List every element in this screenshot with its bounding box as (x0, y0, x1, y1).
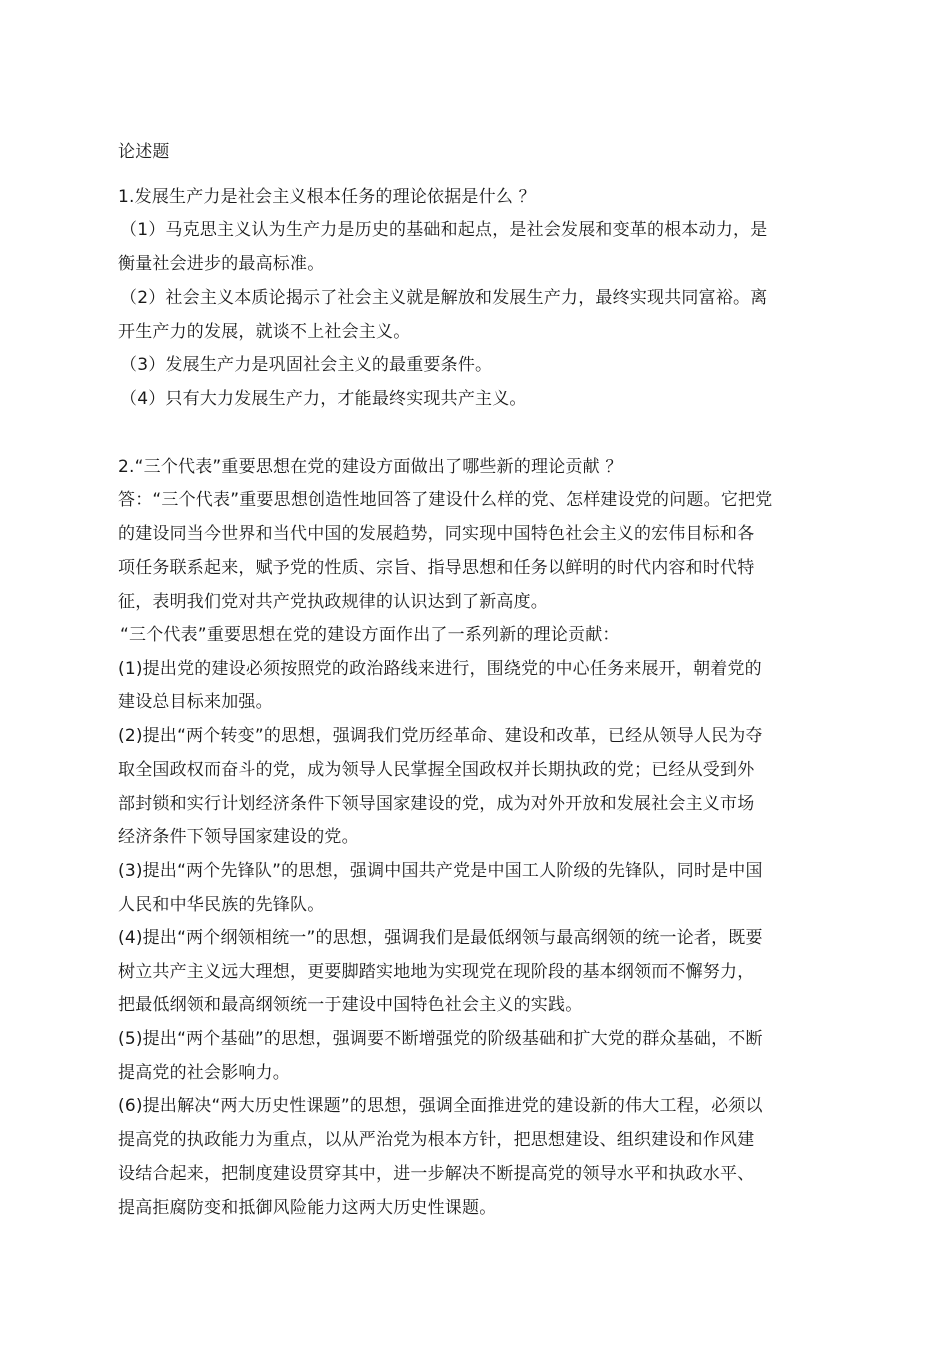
q2-answer-line-3: 项任务联系起来，赋予党的性质、宗旨、指导思想和任务以鲜明的时代内容和时代特 (118, 558, 755, 578)
q1-point-1-line-2: 衡量社会进步的最高标准。 (118, 254, 325, 274)
q2-item-2-line-1: (2)提出“两个转变”的思想，强调我们党历经革命、建设和改革，已经从领导人民为夺 (118, 726, 763, 746)
q2-item-6-line-3: 设结合起来，把制度建设贯穿其中，进一步解决不断提高党的领导水平和执政水平、 (118, 1164, 755, 1184)
q1-point-4: （4）只有大力发展生产力，才能最终实现共产主义。 (120, 389, 527, 409)
q2-answer-line-1: 答：“三个代表”重要思想创造性地回答了建设什么样的党、怎样建设党的问题。它把党 (118, 490, 773, 510)
q2-item-2-line-4: 经济条件下领导国家建设的党。 (118, 827, 359, 847)
q2-item-1-line-2: 建设总目标来加强。 (118, 692, 273, 712)
q2-intro: “三个代表”重要思想在党的建设方面作出了一系列新的理论贡献： (120, 625, 620, 645)
q2-item-5-line-1: (5)提出“两个基础”的思想，强调要不断增强党的阶级基础和扩大党的群众基础，不断 (118, 1029, 763, 1049)
q2-item-2-line-2: 取全国政权而奋斗的党，成为领导人民掌握全国政权并长期执政的党；已经从受到外 (118, 760, 755, 780)
q2-answer-line-2: 的建设同当今世界和当代中国的发展趋势，同实现中国特色社会主义的宏伟目标和各 (118, 524, 755, 544)
q2-item-4-line-1: (4)提出“两个纲领相统一”的思想，强调我们是最低纲领与最高纲领的统一论者，既要 (118, 928, 763, 948)
q2-item-5-line-2: 提高党的社会影响力。 (118, 1063, 290, 1083)
q2-item-4-line-2: 树立共产主义远大理想，更要脚踏实地地为实现党在现阶段的基本纲领而不懈努力， (118, 962, 755, 982)
q2-item-1-line-1: (1)提出党的建设必须按照党的政治路线来进行，围绕党的中心任务来展开，朝着党的 (118, 659, 762, 679)
q2-answer-line-4: 征，表明我们党对共产党执政规律的认识达到了新高度。 (118, 592, 548, 612)
question-2-title: 2.“三个代表”重要思想在党的建设方面做出了哪些新的理论贡献 ？ (118, 457, 623, 477)
section-heading: 论述题 (118, 142, 170, 162)
q1-point-3: （3）发展生产力是巩固社会主义的最重要条件。 (120, 355, 493, 375)
q1-point-2-line-2: 开生产力的发展，就谈不上社会主义。 (118, 322, 411, 342)
q2-item-2-line-3: 部封锁和实行计划经济条件下领导国家建设的党，成为对外开放和发展社会主义市场 (118, 794, 755, 814)
q2-item-3-line-2: 人民和中华民族的先锋队。 (118, 895, 325, 915)
q1-point-2-line-1: （2）社会主义本质论揭示了社会主义就是解放和发展生产力，最终实现共同富裕。离 (120, 288, 768, 308)
q2-item-6-line-2: 提高党的执政能力为重点，以从严治党为根本方针，把思想建设、组织建设和作风建 (118, 1130, 755, 1150)
q1-point-1-line-1: （1）马克思主义认为生产力是历史的基础和起点，是社会发展和变革的根本动力，是 (120, 220, 768, 240)
question-1-title: 1.发展生产力是社会主义根本任务的理论依据是什么 ？ (118, 187, 536, 207)
q2-item-4-line-3: 把最低纲领和最高纲领统一于建设中国特色社会主义的实践。 (118, 995, 583, 1015)
q2-item-6-line-1: (6)提出解决“两大历史性课题”的思想，强调全面推进党的建设新的伟大工程，必须以 (118, 1096, 763, 1116)
q2-item-6-line-4: 提高拒腐防变和抵御风险能力这两大历史性课题。 (118, 1198, 497, 1218)
q2-item-3-line-1: (3)提出“两个先锋队”的思想，强调中国共产党是中国工人阶级的先锋队，同时是中国 (118, 861, 763, 881)
